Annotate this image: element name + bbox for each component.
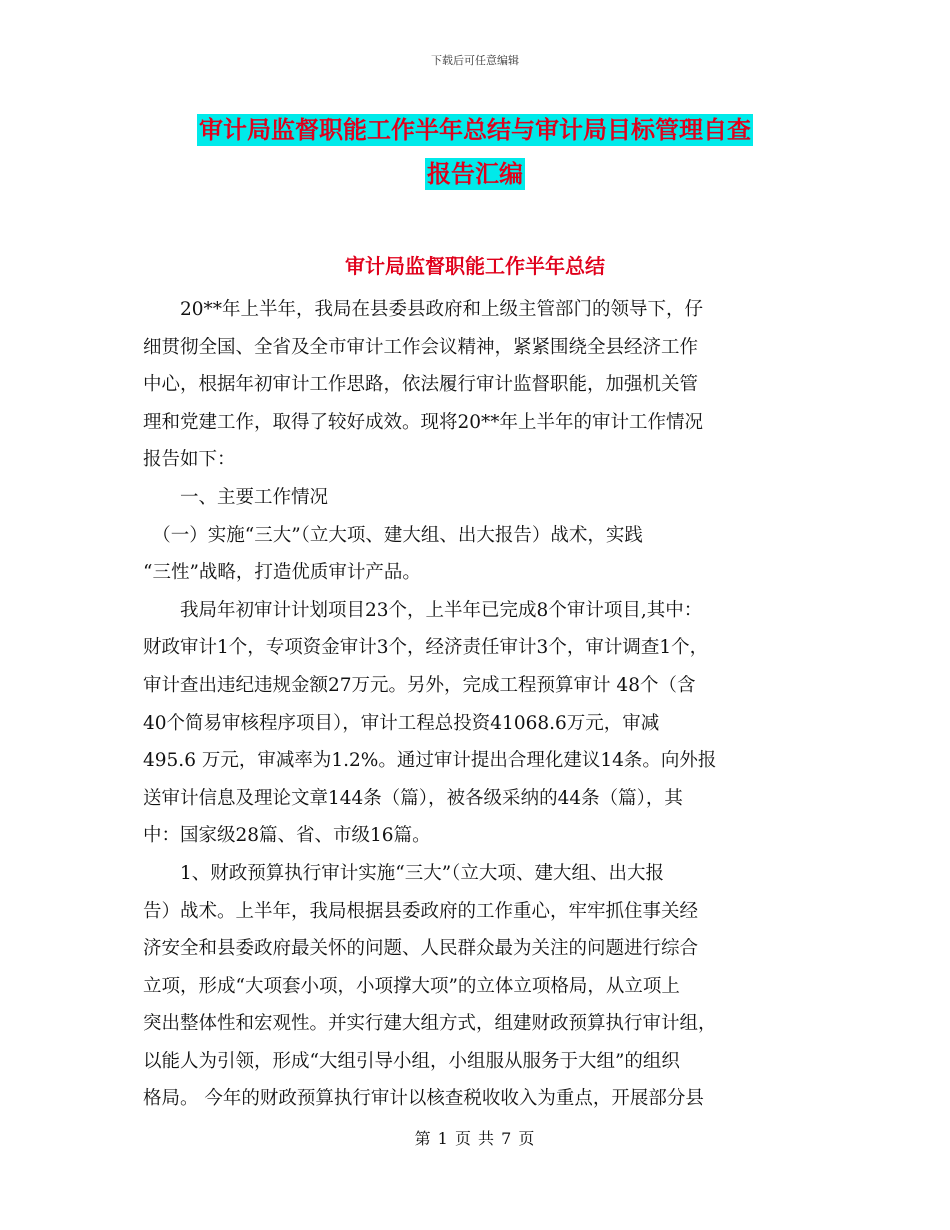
text-line: 突出整体性和宏观性。并实行建大组方式，组建财政预算执行审计组， bbox=[143, 1013, 717, 1035]
text-line: 细贯彻全国、全省及全市审计工作会议精神，紧紧围绕全县经济工作 bbox=[143, 336, 699, 358]
text-line: （一）实施“三大”（立大项、建大组、出大报告）战术，实践 bbox=[143, 524, 643, 546]
text-line: “三性”战略，打造优质审计产品。 bbox=[143, 562, 421, 584]
text-line: 中心，根据年初审计工作思路，依法履行审计监督职能，加强机关管 bbox=[143, 374, 699, 396]
text-line: 报告如下： bbox=[143, 449, 236, 471]
text-line: 40个简易审核程序项目），审计工程总投资41068.6万元，审减 bbox=[143, 712, 660, 734]
text-line: 一、主要工作情况 bbox=[143, 486, 329, 508]
text-line: 审计查出违纪违规金额27万元。另外，完成工程预算审计 48个（含 bbox=[143, 674, 696, 696]
text-line: 理和党建工作，取得了较好成效。现将20**年上半年的审计工作情况 bbox=[143, 411, 704, 433]
text-line: 财政审计1个，专项资金审计3个，经济责任审计3个，审计调查1个， bbox=[143, 637, 709, 659]
text-line: 告）战术。上半年，我局根据县委政府的工作重心，牢牢抓住事关经 bbox=[143, 900, 699, 922]
text-line: 中：国家级28篇、省、市级16篇。 bbox=[143, 825, 431, 847]
text-line: 立项，形成“大项套小项，小项撑大项”的立体立项格局，从立项上 bbox=[143, 975, 680, 997]
text-line: 1、财政预算执行审计实施“三大”（立大项、建大组、出大报 bbox=[143, 862, 664, 884]
text-line: 送审计信息及理论文章144条（篇），被各级采纳的44条（篇），其 bbox=[143, 787, 683, 809]
body-text bbox=[143, 291, 823, 1118]
document-title-line-2 bbox=[0, 158, 950, 190]
document-title-line-1 bbox=[0, 114, 950, 146]
page-footer: 第 1 页 共 7 页 bbox=[414, 1129, 536, 1148]
text-line: 以能人为引领，形成“大组引导小组，小组服从服务于大组”的组织 bbox=[143, 1050, 680, 1072]
text-line: 20**年上半年，我局在县委县政府和上级主管部门的领导下，仔 bbox=[143, 299, 704, 320]
title-highlight: 审计局监督职能工作半年总结与审计局目标管理自查 bbox=[199, 116, 751, 144]
text-line: 我局年初审计计划项目23个，上半年已完成8个审计项目,其中： bbox=[143, 599, 703, 621]
text-line: 495.6 万元，审减率为1.2%。通过审计提出合理化建议14条。向外报 bbox=[143, 750, 717, 772]
text-line: 格局。 今年的财政预算执行审计以核查税收收入为重点，开展部分县 bbox=[143, 1088, 704, 1110]
header-note: 下载后可任意编辑 bbox=[431, 54, 519, 67]
text-line: 济安全和县委政府最关怀的问题、人民群众最为关注的问题进行综合 bbox=[143, 938, 699, 960]
section-title: 审计局监督职能工作半年总结 bbox=[345, 254, 605, 278]
title-highlight: 报告汇编 bbox=[427, 160, 523, 188]
